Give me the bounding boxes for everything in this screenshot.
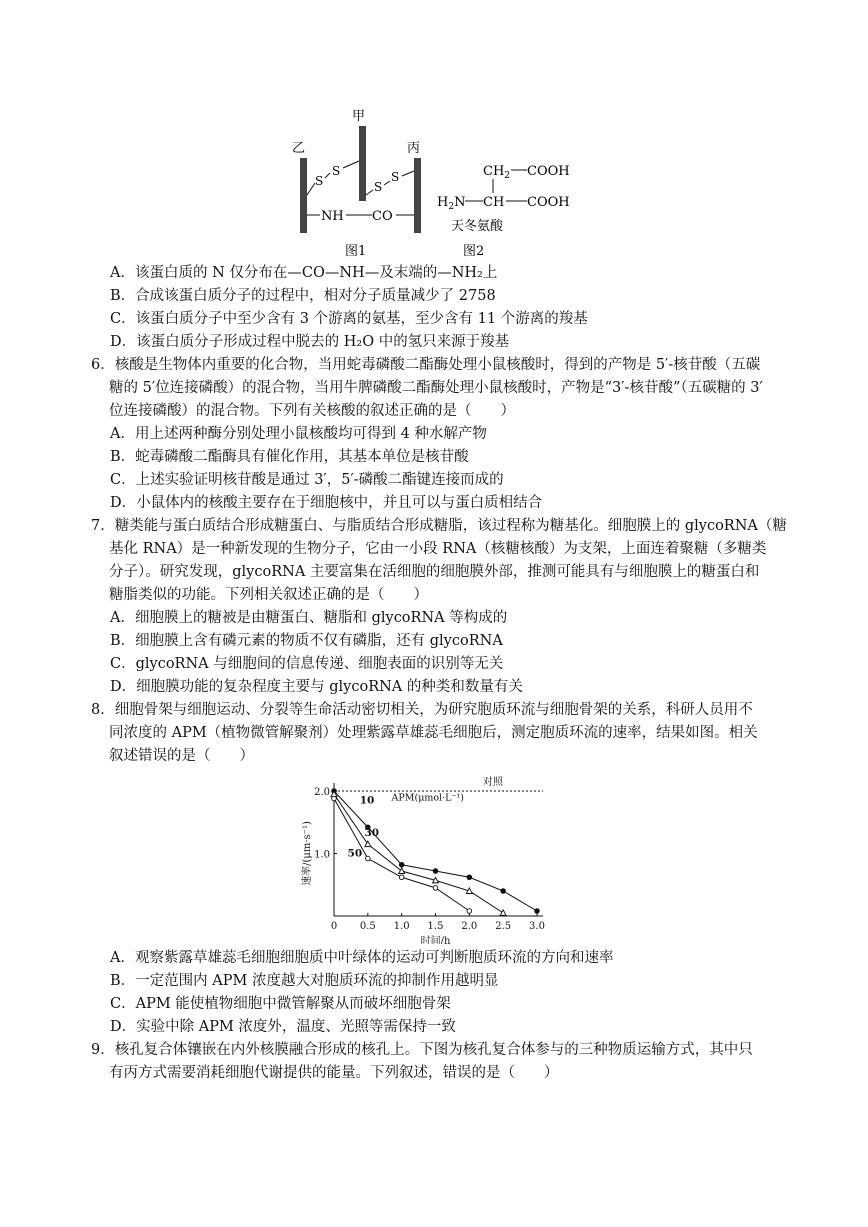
q7-option-c: C．glycoRNA 与细胞间的信息传递、细胞表面的识别等无关 [110,656,504,672]
series-point-50 [332,796,337,801]
q6-stem-line3: 位连接磷酸）的混合物。下列有关核酸的叙述正确的是（ ） [109,403,515,419]
label-bing: 丙 [407,141,421,156]
q7-stem-line4: 糖脂类似的功能。下列相关叙述正确的是（ ） [109,587,428,603]
series-line-10 [334,791,537,911]
label-jia: 甲 [352,109,366,124]
q5-option-b: B．合成该蛋白质分子的过程中，相对分子质量减少了 2758 [110,288,496,304]
aspartic-acid-name: 天冬氨酸 [451,219,504,234]
series-label-50: 50 [347,847,363,860]
ch-group: CH [483,195,505,210]
x-axis-label: 时间/h [420,936,451,944]
series-point-50 [433,886,438,891]
series-label-30: 30 [364,827,380,839]
series-point-50 [366,856,371,861]
q6-option-a: A．用上述两种酶分别处理小鼠核酸均可得到 4 种水解产物 [110,426,487,442]
q8-option-c: C．APM 能使植物细胞中微管解聚从而破坏细胞骨架 [110,996,451,1012]
disulfide-s3: S [374,180,383,194]
chain-jia [359,126,366,201]
q7-stem-line3: 分子）。研究发现，glycoRNA 主要富集在活细胞的细胞膜外部，推测可能具有与细胞膜上的糖蛋白和 [109,564,760,580]
q7-stem-line2: 基化 RNA）是一种新发现的生物分子，它由一小段 RNA（核糖核酸）为支架，上面连着聚糖（多糖类 [109,541,767,557]
series-point-10 [399,862,404,867]
apm-speed-chart [300,766,560,944]
figure1-protein-diagram [290,103,430,263]
label-yi: 乙 [292,141,306,156]
x-tick-label: 0 [330,921,338,932]
series-point-50 [467,909,472,914]
chain-bing [414,158,421,233]
q5-option-d: D．该蛋白质分子形成过程中脱去的 H₂O 中的氢只来源于羧基 [110,334,510,350]
peptide-nh: NH [321,209,344,224]
figure2-caption: 图2 [463,244,485,259]
control-label: 对照 [482,777,503,788]
ch2-group: $CH_2$ [483,164,511,181]
series-point-10 [535,909,540,914]
q9-stem-line1: 9．核孔复合体镶嵌在内外核膜融合形成的核孔上。下图为核孔复合体参与的三种物质运输方式，其中只 [91,1042,753,1058]
q7-stem-line1: 7．糖类能与蛋白质结合形成糖蛋白、与脂质结合形成糖脂，该过程称为糖基化。细胞膜上的 glycoRNA（糖 [91,518,787,534]
q8-option-b: B．一定范围内 APM 浓度越大对胞质环流的抑制作用越明显 [110,973,499,989]
y-tick-label: 2.0 [314,787,330,798]
q8-stem-line1: 8．细胞骨架与细胞运动、分裂等生命活动密切相关，为研究胞质环流与细胞骨架的关系，科研人员用不 [91,702,753,718]
x-tick-label: 0.5 [359,921,376,932]
h2n-group: $H_2N$ [437,195,466,212]
x-tick-label: 2.5 [495,921,512,932]
y-axis-label: 速率/(μm·s⁻¹) [302,821,313,886]
q5-option-a: A．该蛋白质的 N 仅分布在—CO—NH—及末端的—NH₂上 [110,265,498,281]
series-point-30 [365,841,371,847]
figure2-aspartic-acid [435,155,575,263]
q7-option-b: B．细胞膜上含有磷元素的物质不仅有磷脂，还有 glycoRNA [110,633,503,649]
x-tick-label: 2.0 [461,921,478,932]
q6-option-b: B．蛇毒磷酸二酯酶具有催化作用，其基本单位是核苷酸 [110,449,469,465]
q8-option-a: A．观察紫露草雄蕊毛细胞细胞质中叶绿体的运动可判断胞质环流的方向和速率 [110,950,614,966]
series-point-30 [500,910,506,916]
x-tick-label: 1.5 [427,921,444,932]
chain-yi [300,158,307,233]
q8-option-d: D．实验中除 APM 浓度外，温度、光照等需保持一致 [110,1019,456,1035]
q6-option-c: C．上述实验证明核苷酸是通过 3′，5′-磷酸二酯键连接而成的 [110,472,504,488]
q6-stem-line2: 糖的 5′位连接磷酸）的混合物，当用牛脾磷酸二酯酶处理小鼠核酸时，产物是“3′-核苷酸”（五碳糖的 3′ [109,380,763,396]
legend-title: APM(μmol·L⁻¹) [391,792,465,804]
q6-option-d: D．小鼠体内的核酸主要存在于细胞核中，并且可以与蛋白质相结合 [110,495,543,511]
q6-stem-line1: 6．核酸是生物体内重要的化合物，当用蛇毒磷酸二酯酶处理小鼠核酸时，得到的产物是 5′-核苷酸（五碳 [91,357,761,373]
series-label-10: 10 [359,794,375,807]
q7-option-a: A．细胞膜上的糖被是由糖蛋白、糖脂和 glycoRNA 等构成的 [110,610,508,626]
cooh-2: COOH [527,195,570,210]
q7-option-d: D．细胞膜功能的复杂程度主要与 glycoRNA 的种类和数量有关 [110,679,523,695]
series-point-10 [467,875,472,880]
x-tick-label: 1.0 [393,921,410,932]
q5-option-c: C．该蛋白质分子中至少含有 3 个游离的氨基，至少含有 11 个游离的羧基 [110,311,588,327]
q9-stem-line2: 有丙方式需要消耗细胞代谢提供的能量。下列叙述，错误的是（ ） [109,1065,559,1081]
series-point-10 [501,889,506,894]
series-point-10 [433,869,438,874]
q8-stem-line2: 同浓度的 APM（植物微管解聚剂）处理紫露草雄蕊毛细胞后，测定胞质环流的速率，结果如图。相关 [109,725,758,741]
figure1-caption: 图1 [345,244,367,259]
x-tick-label: 3.0 [529,921,545,932]
q8-stem-line3: 叙述错误的是（ ） [109,748,254,764]
series-point-50 [399,875,404,880]
disulfide-s4: S [391,170,400,184]
disulfide-s2: S [332,164,341,178]
y-tick-label: 1.0 [314,849,330,861]
cooh-1: COOH [527,164,570,179]
peptide-co: CO [372,209,393,224]
disulfide-s1: S [315,174,324,188]
